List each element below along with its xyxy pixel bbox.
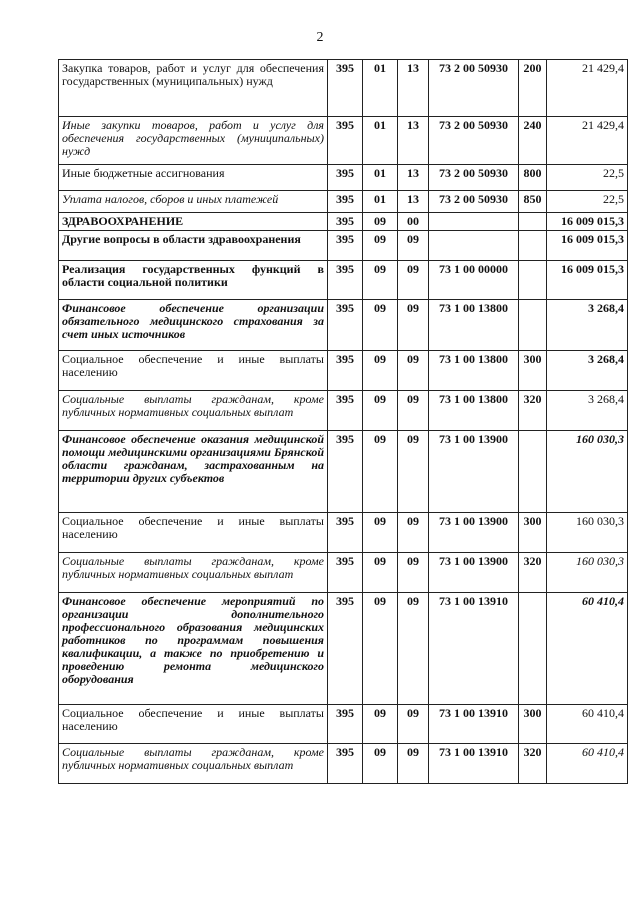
table-row — [59, 261, 628, 300]
row-rz: 09 — [363, 744, 398, 784]
row-sum: 16 009 015,3 — [547, 213, 628, 231]
row-sum: 3 268,4 — [547, 351, 628, 391]
row-csr: 73 1 00 13900 — [429, 553, 519, 593]
row-pr: 09 — [398, 705, 429, 744]
row-sum: 22,5 — [547, 165, 628, 191]
row-name: Финансовое обеспечение организации обязательного медицинского страхования за счет иных источников — [59, 300, 328, 351]
row-name: Социальные выплаты гражданам, кроме публичных нормативных социальных выплат — [59, 744, 328, 784]
row-rz: 01 — [363, 191, 398, 213]
row-rz: 09 — [363, 231, 398, 261]
row-pr: 09 — [398, 513, 429, 553]
row-grbs: 395 — [328, 351, 363, 391]
row-name: Социальное обеспечение и иные выплаты населению — [59, 351, 328, 391]
row-pr: 09 — [398, 231, 429, 261]
table-row — [59, 744, 628, 784]
row-grbs: 395 — [328, 191, 363, 213]
row-csr: 73 1 00 00000 — [429, 261, 519, 300]
row-vr: 320 — [519, 744, 547, 784]
row-csr: 73 1 00 13910 — [429, 705, 519, 744]
row-grbs: 395 — [328, 261, 363, 300]
row-vr: 200 — [519, 60, 547, 117]
row-name: Социальное обеспечение и иные выплаты населению — [59, 705, 328, 744]
page-number: 2 — [316, 30, 324, 45]
row-rz: 09 — [363, 431, 398, 513]
row-name: Иные закупки товаров, работ и услуг для обеспечения государственных (муниципальных) нужд — [59, 117, 328, 165]
row-rz: 09 — [363, 593, 398, 705]
table-row — [59, 300, 628, 351]
row-grbs: 395 — [328, 431, 363, 513]
row-csr: 73 2 00 50930 — [429, 117, 519, 165]
row-name: Реализация государственных функций в области социальной политики — [59, 261, 328, 300]
row-rz: 09 — [363, 705, 398, 744]
table-row — [59, 391, 628, 431]
row-name: Уплата налогов, сборов и иных платежей — [59, 191, 328, 213]
row-grbs: 395 — [328, 705, 363, 744]
row-pr: 09 — [398, 351, 429, 391]
row-vr — [519, 213, 547, 231]
row-pr: 09 — [398, 431, 429, 513]
row-grbs: 395 — [328, 300, 363, 351]
row-name: Социальное обеспечение и иные выплаты населению — [59, 513, 328, 553]
table-row — [59, 705, 628, 744]
row-rz: 09 — [363, 351, 398, 391]
row-pr: 09 — [398, 744, 429, 784]
row-grbs: 395 — [328, 513, 363, 553]
row-pr: 13 — [398, 191, 429, 213]
row-csr: 73 1 00 13900 — [429, 513, 519, 553]
row-name: Социальные выплаты гражданам, кроме публичных нормативных социальных выплат — [59, 391, 328, 431]
row-csr: 73 2 00 50930 — [429, 191, 519, 213]
row-sum: 160 030,3 — [547, 513, 628, 553]
budget-table — [58, 59, 628, 784]
row-rz: 09 — [363, 391, 398, 431]
row-pr: 13 — [398, 117, 429, 165]
row-csr — [429, 213, 519, 231]
row-csr — [429, 231, 519, 261]
row-vr — [519, 231, 547, 261]
row-rz: 01 — [363, 60, 398, 117]
row-csr: 73 2 00 50930 — [429, 60, 519, 117]
row-name: ЗДРАВООХРАНЕНИЕ — [59, 213, 328, 231]
row-grbs: 395 — [328, 231, 363, 261]
row-pr: 09 — [398, 391, 429, 431]
row-name: Финансовое обеспечение мероприятий по организации дополнительного профессионального образования медицинских работников по программам повышения квалификации, а также по приобретению и проведению ремонта медицинского оборудования — [59, 593, 328, 705]
table-row — [59, 213, 628, 231]
row-sum: 160 030,3 — [547, 431, 628, 513]
row-pr: 09 — [398, 553, 429, 593]
row-sum: 16 009 015,3 — [547, 231, 628, 261]
row-sum: 16 009 015,3 — [547, 261, 628, 300]
row-grbs: 395 — [328, 744, 363, 784]
row-grbs: 395 — [328, 213, 363, 231]
row-vr: 320 — [519, 553, 547, 593]
table-row — [59, 593, 628, 705]
row-pr: 09 — [398, 261, 429, 300]
row-vr: 320 — [519, 391, 547, 431]
table-row — [59, 231, 628, 261]
row-sum: 3 268,4 — [547, 391, 628, 431]
row-pr: 13 — [398, 60, 429, 117]
row-vr — [519, 261, 547, 300]
row-vr: 300 — [519, 351, 547, 391]
row-vr: 850 — [519, 191, 547, 213]
row-grbs: 395 — [328, 117, 363, 165]
row-name: Финансовое обеспечение оказания медицинской помощи медицинскими организациями Брянской области гражданам, застрахованным на территории других субъектов — [59, 431, 328, 513]
row-sum: 22,5 — [547, 191, 628, 213]
row-csr: 73 1 00 13910 — [429, 593, 519, 705]
row-rz: 01 — [363, 117, 398, 165]
row-csr: 73 1 00 13800 — [429, 300, 519, 351]
row-name: Закупка товаров, работ и услуг для обеспечения государственных (муниципальных) нужд — [59, 60, 328, 117]
table-row — [59, 117, 628, 165]
row-vr: 300 — [519, 513, 547, 553]
row-sum: 60 410,4 — [547, 593, 628, 705]
row-rz: 09 — [363, 261, 398, 300]
row-vr — [519, 431, 547, 513]
row-grbs: 395 — [328, 391, 363, 431]
row-vr: 300 — [519, 705, 547, 744]
row-name: Иные бюджетные ассигнования — [59, 165, 328, 191]
row-name: Социальные выплаты гражданам, кроме публичных нормативных социальных выплат — [59, 553, 328, 593]
row-grbs: 395 — [328, 165, 363, 191]
row-sum: 21 429,4 — [547, 117, 628, 165]
row-vr — [519, 593, 547, 705]
row-grbs: 395 — [328, 553, 363, 593]
table-row — [59, 553, 628, 593]
row-csr: 73 1 00 13900 — [429, 431, 519, 513]
row-sum: 21 429,4 — [547, 60, 628, 117]
row-rz: 09 — [363, 513, 398, 553]
row-csr: 73 2 00 50930 — [429, 165, 519, 191]
table-row — [59, 165, 628, 191]
row-sum: 3 268,4 — [547, 300, 628, 351]
row-csr: 73 1 00 13910 — [429, 744, 519, 784]
row-rz: 09 — [363, 213, 398, 231]
table-row — [59, 191, 628, 213]
row-vr: 240 — [519, 117, 547, 165]
row-vr — [519, 300, 547, 351]
row-rz: 01 — [363, 165, 398, 191]
row-grbs: 395 — [328, 60, 363, 117]
row-name: Другие вопросы в области здравоохранения — [59, 231, 328, 261]
row-csr: 73 1 00 13800 — [429, 391, 519, 431]
row-pr: 13 — [398, 165, 429, 191]
row-sum: 160 030,3 — [547, 553, 628, 593]
row-rz: 09 — [363, 553, 398, 593]
row-pr: 00 — [398, 213, 429, 231]
row-rz: 09 — [363, 300, 398, 351]
row-vr: 800 — [519, 165, 547, 191]
row-pr: 09 — [398, 593, 429, 705]
row-csr: 73 1 00 13800 — [429, 351, 519, 391]
table-row — [59, 351, 628, 391]
row-sum: 60 410,4 — [547, 705, 628, 744]
row-pr: 09 — [398, 300, 429, 351]
table-row — [59, 513, 628, 553]
row-sum: 60 410,4 — [547, 744, 628, 784]
table-row — [59, 431, 628, 513]
row-grbs: 395 — [328, 593, 363, 705]
table-row — [59, 60, 628, 117]
